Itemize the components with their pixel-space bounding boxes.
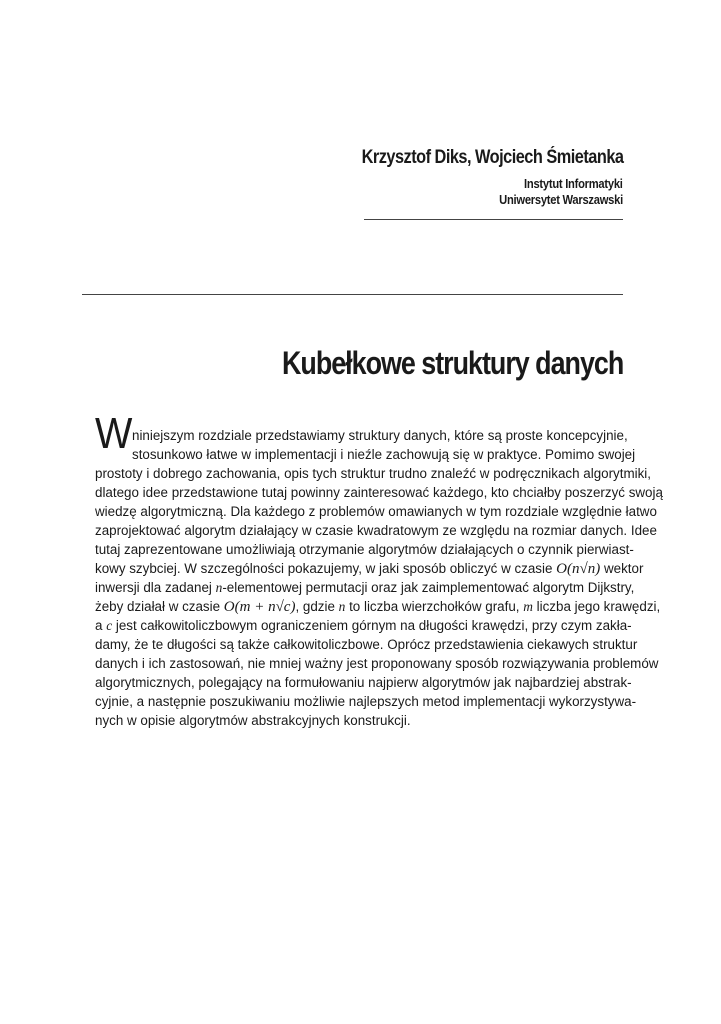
chapter-title: Kubełkowe struktury danych bbox=[281, 345, 623, 381]
text-fragment: jest całkowitoliczbowym ograniczeniem górnym na długości krawędzi, przy czym zakła- bbox=[115, 618, 632, 633]
paragraph-line: zaprojektować algorytm działający w czasie kwadratowym ze względu na rozmiar danych. Idee bbox=[95, 523, 657, 538]
text-fragment: kowy szybciej. W szczególności pokazujemy, w jaki sposób obliczyć w czasie bbox=[95, 561, 553, 576]
paragraph-line: prostoty i dobrego zachowania, opis tych struktur trudno znaleźć w podręcznikach algorytmiki, bbox=[95, 466, 651, 481]
paragraph-line: danych i ich zastosowań, nie mniej ważny jest proponowany sposób rozwiązywania problemów bbox=[95, 656, 659, 671]
paragraph-line: stosunkowo łatwe w implementacji i nieźle zachowują się w praktyce. Pomimo swojej bbox=[132, 447, 636, 462]
paragraph-line bbox=[95, 559, 644, 578]
math-variable: n bbox=[215, 580, 223, 595]
text-fragment: żeby działał w czasie bbox=[95, 599, 221, 614]
math-variable: m bbox=[523, 599, 533, 614]
paragraph-line: algorytmicznych, polegający na formułowaniu najpierw algorytmów jak najbardziej abstrak- bbox=[95, 675, 632, 690]
affiliation-institute: Instytut Informatyki bbox=[524, 176, 623, 191]
math-expression: O(m + n√c) bbox=[223, 599, 296, 615]
text-fragment: inwersji dla zadanej bbox=[95, 580, 212, 595]
paragraph-line: wiedzę algorytmiczną. Dla każdego z problemów omawianych w tym rozdziale względnie łatwo bbox=[95, 504, 657, 519]
drop-cap: W bbox=[95, 409, 133, 458]
math-variable: c bbox=[106, 618, 113, 633]
authors: Krzysztof Diks, Wojciech Śmietanka bbox=[361, 147, 623, 168]
paragraph-line bbox=[95, 597, 661, 616]
text-fragment: , gdzie bbox=[295, 599, 335, 614]
math-expression: O(n√n) bbox=[556, 561, 601, 577]
paragraph-line: niniejszym rozdziale przedstawiamy struktury danych, które są proste koncepcyjnie, bbox=[132, 428, 628, 443]
paragraph-line bbox=[95, 616, 632, 635]
text-fragment: to liczba wierzchołków grafu, bbox=[349, 599, 520, 614]
text-fragment: a bbox=[95, 618, 103, 633]
chapter-divider bbox=[82, 294, 623, 295]
paragraph-line: damy, że te długości są także całkowitoliczbowe. Oprócz przedstawienia ciekawych struktur bbox=[95, 637, 638, 652]
text-fragment: liczba jego krawędzi, bbox=[536, 599, 661, 614]
text-fragment: -elementowej permutacji oraz jak zaimplementować algorytm Dijkstry, bbox=[222, 580, 635, 595]
paragraph-line: cyjnie, a następnie poszukiwaniu możliwie najlepszych metod implementacji wykorzystywa- bbox=[95, 694, 637, 709]
header-divider bbox=[364, 219, 623, 220]
paragraph-line bbox=[95, 578, 635, 597]
math-variable: n bbox=[338, 599, 346, 614]
paragraph-line: tutaj zaprezentowane umożliwiają otrzymanie algorytmów działających o czynnik pierwiast- bbox=[95, 542, 634, 557]
affiliation-university: Uniwersytet Warszawski bbox=[499, 192, 623, 207]
paragraph-line: nych w opisie algorytmów abstrakcyjnych konstrukcji. bbox=[95, 713, 411, 728]
text-fragment: wektor bbox=[603, 561, 644, 576]
paragraph-line: dlatego idee przedstawione tutaj powinny zainteresować każdego, kto chciałby poszerzyć swoją bbox=[95, 485, 663, 500]
